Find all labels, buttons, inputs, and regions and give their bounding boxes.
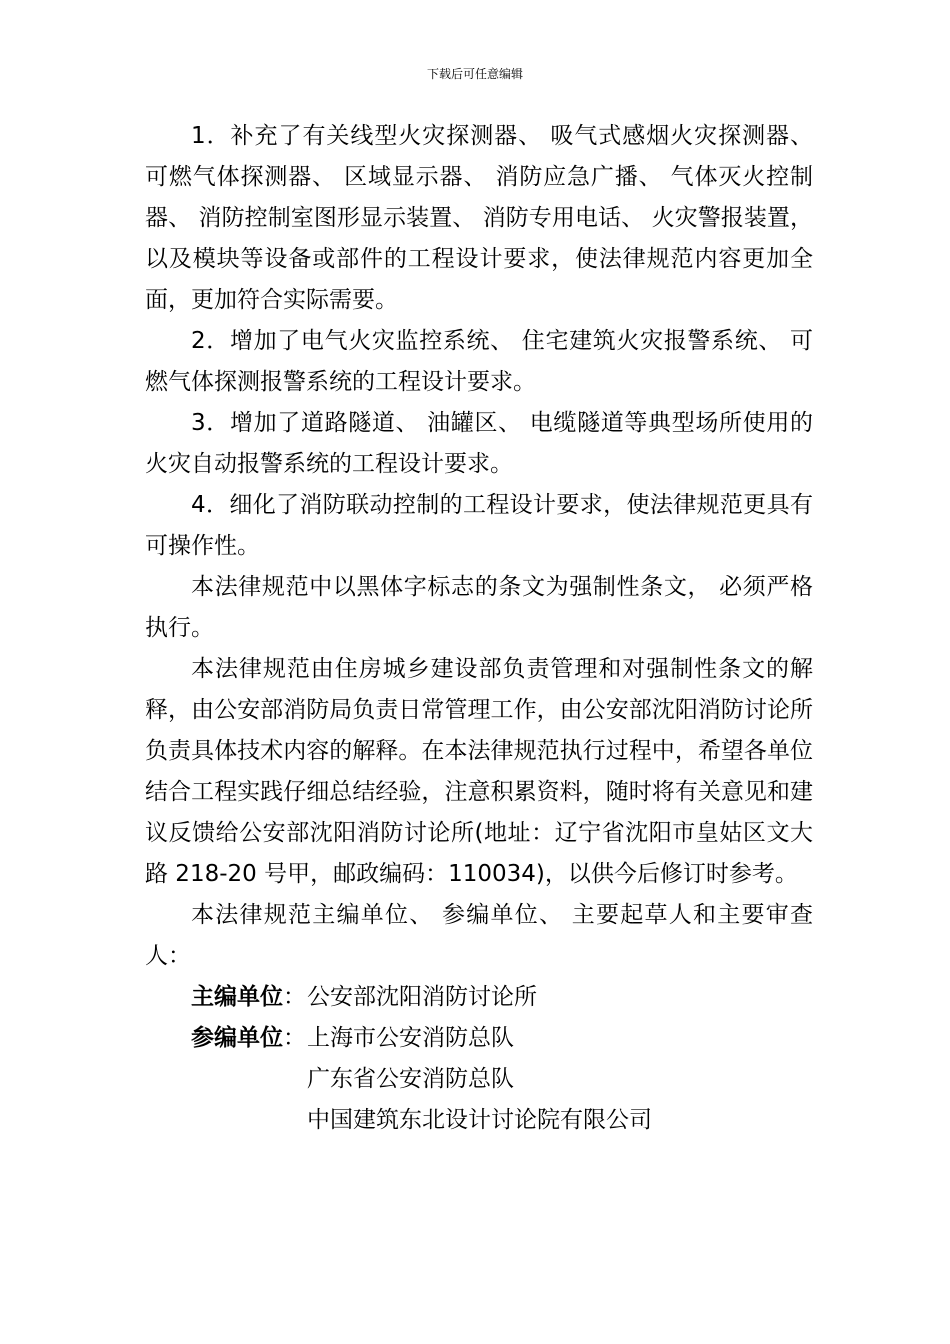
document-body bbox=[145, 116, 813, 1141]
paragraph-mandatory-clauses: 本法律规范中以黑体字标志的条文为强制性条文， 必须严格执行。 bbox=[145, 574, 813, 641]
paragraph-item-3: 3．增加了道路隧道、 油罐区、 电缆隧道等典型场所使用的火灾自动报警系统的工程设计要求。 bbox=[145, 410, 813, 477]
paragraph-units-intro: 本法律规范主编单位、 参编单位、 主要起草人和主要审查人： bbox=[145, 902, 813, 969]
paragraph-item-2: 2．增加了电气火灾监控系统、 住宅建筑火灾报警系统、 可燃气体探测报警系统的工程设计要求。 bbox=[145, 328, 813, 395]
participating-units-values bbox=[307, 1018, 652, 1141]
participating-units-label: 参编单位： bbox=[191, 1025, 306, 1051]
page-header: 下载后可任意编辑 bbox=[426, 67, 523, 81]
paragraph-management: 本法律规范由住房城乡建设部负责管理和对强制性条文的解释，由公安部消防局负责日常管理工作，由公安部沈阳消防讨论所负责具体技术内容的解释。在本法律规范执行过程中，希望各单位结合工程实践仔细总结经验，注意积累资料，随时将有关意见和建议反馈给公安部沈阳消防讨论所(地址：辽宁省沈阳市皇姑区文大路 218-20 号甲，邮政编码：110034)，以供今后修订时参考。 bbox=[145, 656, 813, 887]
participating-units-row bbox=[145, 1018, 813, 1141]
paragraph-item-4: 4．细化了消防联动控制的工程设计要求，使法律规范更具有可操作性。 bbox=[145, 492, 813, 559]
participating-unit-item: 中国建筑东北设计讨论院有限公司 bbox=[307, 1107, 652, 1133]
participating-unit-item: 上海市公安消防总队 bbox=[307, 1025, 514, 1051]
chief-unit-label: 主编单位： bbox=[191, 984, 306, 1010]
participating-unit-item: 广东省公安消防总队 bbox=[307, 1066, 514, 1092]
paragraph-item-1: 1．补充了有关线型火灾探测器、 吸气式感烟火灾探测器、 可燃气体探测器、 区域显示器、 消防应急广播、 气体灭火控制器、 消防控制室图形显示装置、 消防专用电话、 火灾警报装置， 以及模块等设备或部件的工程设计要求，使法律规范内容更加全面，更加符合实际需要。 bbox=[145, 123, 813, 313]
chief-unit-values bbox=[307, 977, 537, 1018]
chief-unit-value: 公安部沈阳消防讨论所 bbox=[307, 984, 537, 1010]
units-listing bbox=[145, 977, 813, 1141]
chief-unit-row bbox=[145, 977, 813, 1018]
